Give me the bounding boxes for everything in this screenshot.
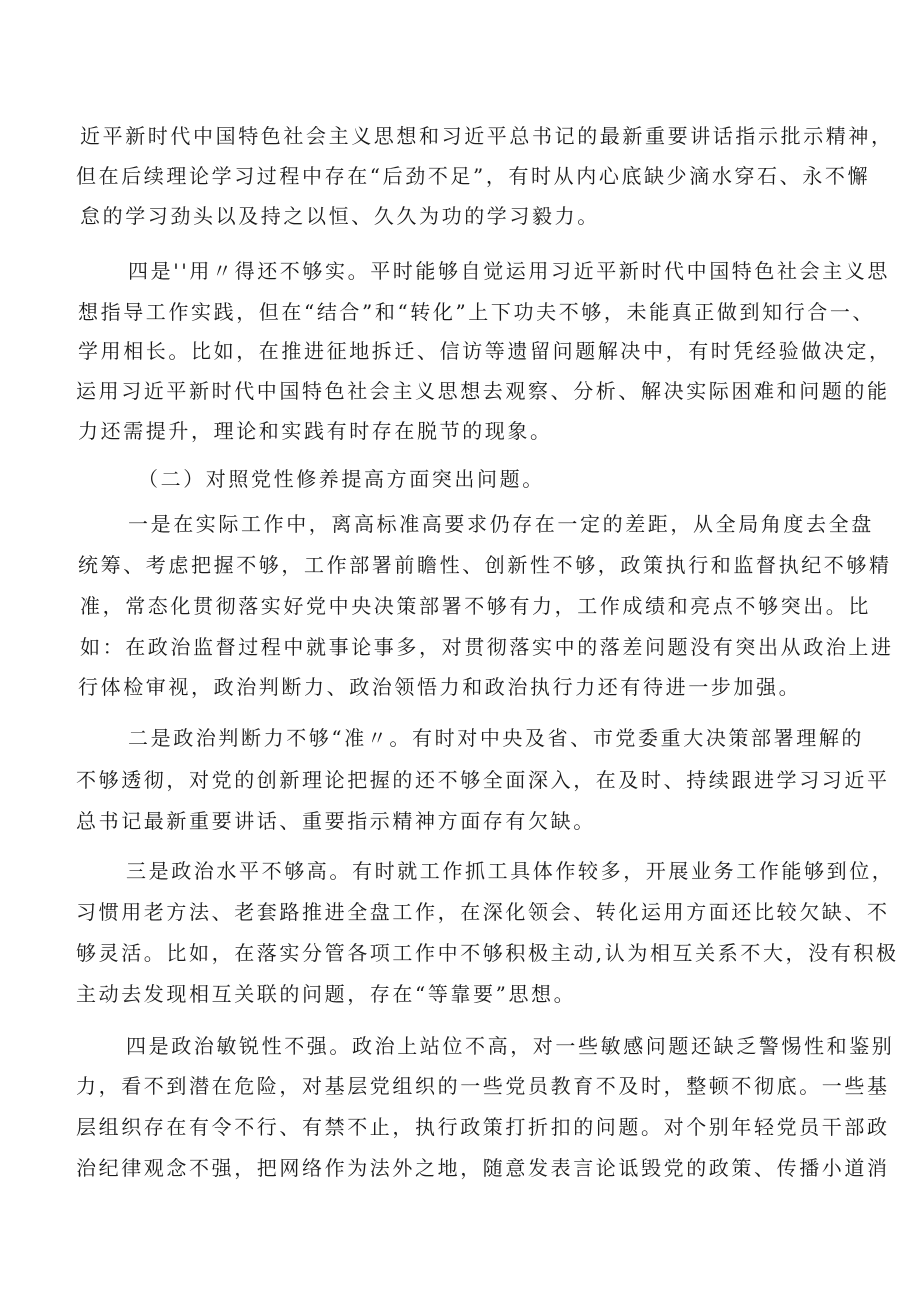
text-line: 想指导工作实践，但在“结合”和“转化”上下功夫不够，未能真正做到知行合一、 — [78, 300, 876, 324]
text-line: 总书记最新重要讲话、重要指示精神方面存有欠缺。 — [76, 809, 596, 833]
text-line: 怠的学习劲头以及持之以恒、久久为功的学习毅力。 — [80, 204, 600, 228]
text-line: 力，看不到潜在危险，对基层党组织的一些党员教育不及时，整顿不彻底。一些基 — [76, 1074, 890, 1098]
text-line: 四是政治敏锐性不强。政治上站位不高，对一些敏感问题还缺乏警惕性和鉴别 — [126, 1034, 895, 1058]
text-line: 四是''用〃得还不够实。平时能够自觉运用习近平新时代中国特色社会主义思 — [128, 259, 890, 283]
text-line: 主动去发现相互关联的问题，存在“等靠要”思想。 — [76, 982, 577, 1006]
text-line: 如：在政治监督过程中就事论事多，对贯彻落实中的落差问题没有突出从政治上进 — [80, 635, 894, 659]
text-line: 一是在实际工作中，离高标准高要求仍存在一定的差距，从全局角度去全盘 — [128, 512, 874, 536]
text-line: 层组织存在有令不行、有禁不止，执行政策打折扣的问题。对个别年轻党员干部政 — [76, 1115, 890, 1139]
text-line: 近平新时代中国特色社会主义思想和习近平总书记的最新重要讲话指示批示精神， — [80, 124, 894, 148]
text-line: 够灵活。比如，在落实分管各项工作中不够积极主动,认为相互关系不大，没有积极 — [76, 941, 899, 965]
text-line: 习惯用老方法、老套路推进全盘工作，在深化领会、转化运用方面还比较欠缺、不 — [76, 900, 890, 924]
text-line: 二是政治判断力不够“准〃。有时对中央及省、市党委重大决策部署理解的 — [128, 726, 865, 750]
section-heading: （二）对照党性修养提高方面突出问题。 — [138, 467, 545, 491]
text-line: 统筹、考虑把握不够，工作部署前瞻性、创新性不够，政策执行和监督执纪不够精 — [78, 553, 892, 577]
text-line: 运用习近平新时代中国特色社会主义思想去观察、分析、解决实际困难和问题的能 — [76, 379, 890, 403]
text-line: 行体检审视，政治判断力、政治领悟力和政治执行力还有待进一步加强。 — [78, 675, 802, 699]
text-line: 力还需提升，理论和实践有时存在脱节的现象。 — [78, 419, 553, 443]
text-line: 但在后续理论学习过程中存在“后劲不足”，有时从内心底缺少滴水穿石、永不懈 — [76, 164, 871, 188]
text-line: 学用相长。比如，在推进征地拆迁、信访等遗留问题解决中，有时凭经验做决定， — [78, 339, 892, 363]
text-line: 准，常态化贯彻落实好党中央决策部署不够有力，工作成绩和亮点不够突出。比 — [80, 594, 871, 618]
text-line: 治纪律观念不强，把网络作为法外之地，随意发表言论诋毁党的政策、传播小道消 — [76, 1156, 890, 1180]
text-line: 三是政治水平不够高。有时就工作抓工具体作较多，开展业务工作能够到位， — [126, 859, 895, 883]
text-line: 不够透彻，对党的创新理论把握的还不够全面深入，在及时、持续跟进学习习近平 — [76, 768, 890, 792]
